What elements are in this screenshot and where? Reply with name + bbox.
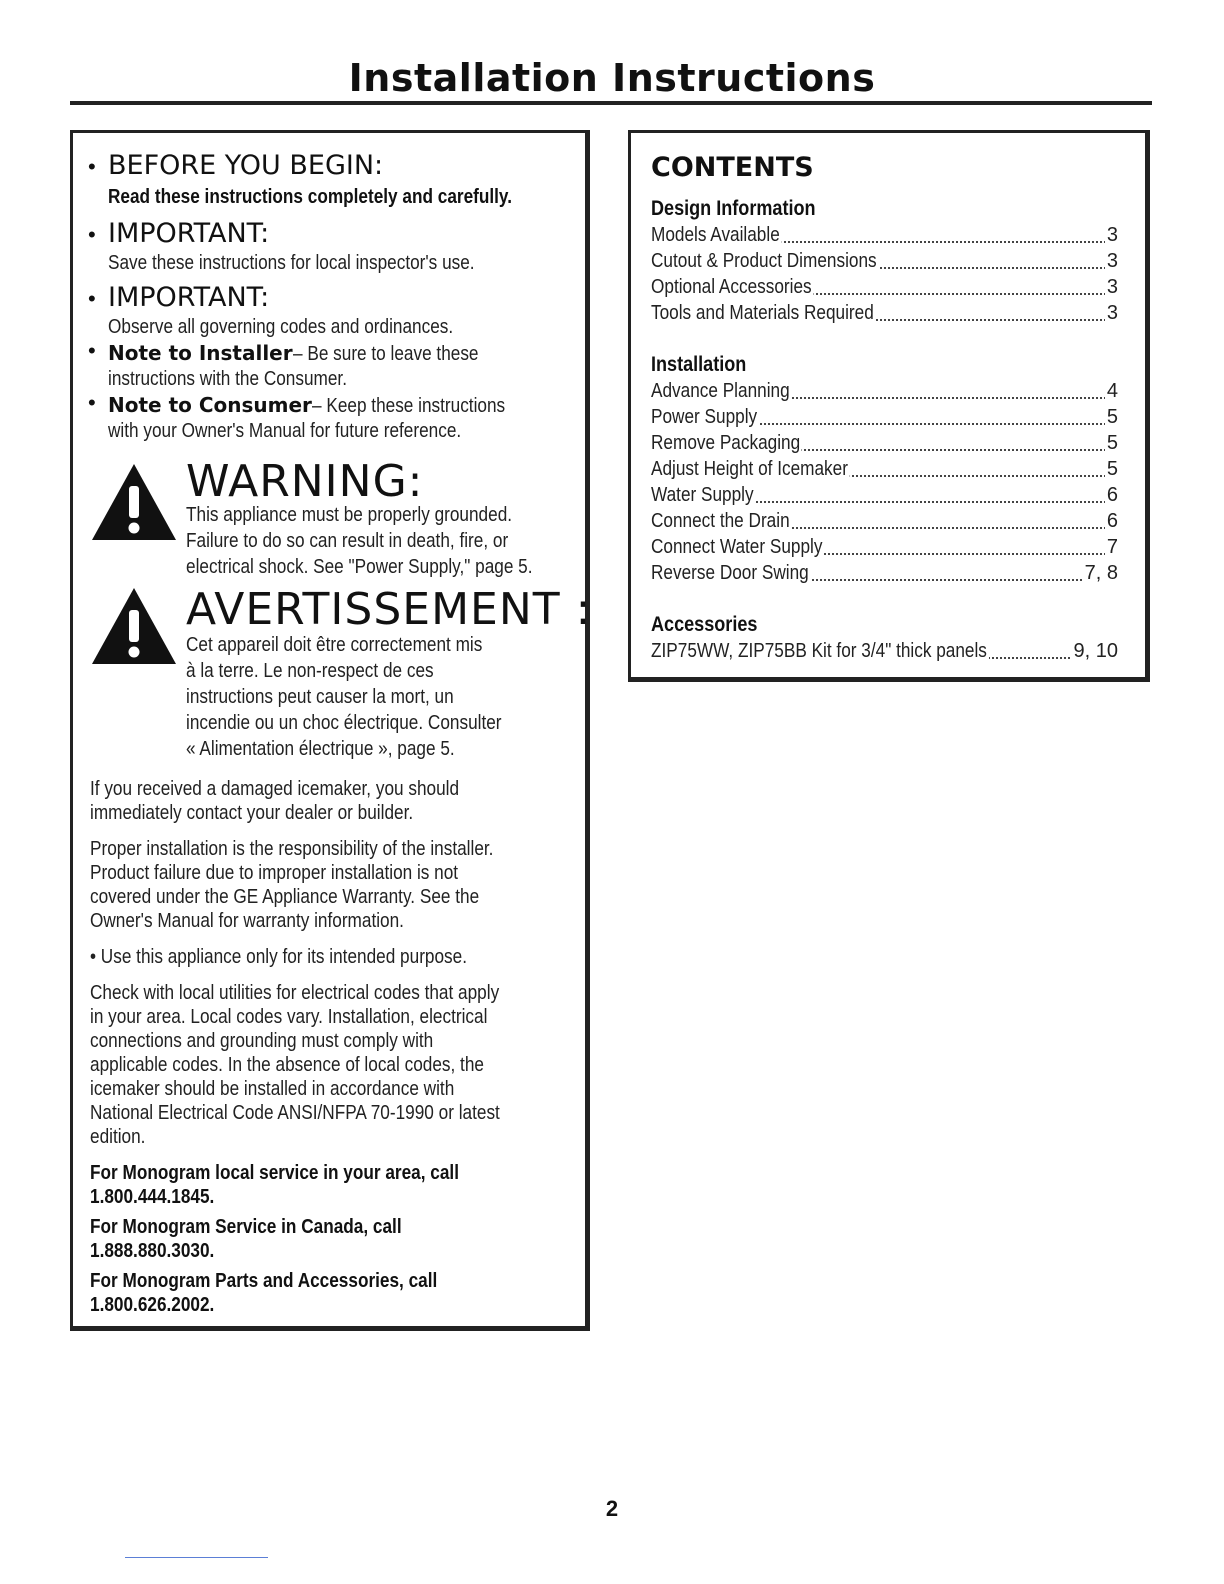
warning-line: electrical shock. See "Power Supply," page 5.: [186, 556, 533, 578]
toc-row: Tools and Materials Required 3: [651, 302, 1118, 324]
installation-text: covered under the GE Appliance Warranty. See the: [90, 886, 480, 908]
toc-row: Remove Packaging 5: [651, 432, 1118, 454]
section-heading: Design Information: [651, 197, 816, 220]
toc-row: Power Supply 5: [651, 406, 1118, 428]
service-local: For Monogram local service in your area, call: [90, 1162, 459, 1184]
bullet: •: [88, 154, 96, 179]
note-consumer-line2: with your Owner's Manual for future reference.: [108, 420, 462, 442]
title-rule: [70, 101, 1152, 105]
warning-title: WARNING:: [186, 456, 424, 507]
toc-row: Connect Water Supply 7: [651, 536, 1118, 558]
codes-text: applicable codes. In the absence of local codes, the: [90, 1054, 484, 1076]
footer-line: [125, 1557, 268, 1558]
service-canada-phone: 1.888.880.3030.: [90, 1240, 215, 1262]
toc-row: Optional Accessories 3: [651, 276, 1118, 298]
important2-text: Observe all governing codes and ordinances.: [108, 316, 454, 338]
avert-line: incendie ou un choc électrique. Consulter: [186, 712, 502, 734]
toc-row: Advance Planning 4: [651, 380, 1118, 402]
important1-heading: IMPORTANT:: [108, 218, 270, 249]
warning-line: Failure to do so can result in death, fire, or: [186, 530, 509, 552]
bullet: •: [88, 390, 96, 415]
toc-row: Reverse Door Swing 7, 8: [651, 562, 1118, 584]
toc-row: Water Supply 6: [651, 484, 1118, 506]
service-parts: For Monogram Parts and Accessories, call: [90, 1270, 438, 1292]
warning-triangle-icon: [90, 462, 178, 542]
bullet: •: [88, 222, 96, 247]
toc-row: Connect the Drain 6: [651, 510, 1118, 532]
service-canada: For Monogram Service in Canada, call: [90, 1216, 402, 1238]
toc-row: Adjust Height of Icemaker 5: [651, 458, 1118, 480]
codes-text: connections and grounding must comply with: [90, 1030, 434, 1052]
section-heading: Installation: [651, 353, 747, 376]
contents-title: CONTENTS: [651, 152, 814, 183]
service-local-phone: 1.800.444.1845.: [90, 1186, 215, 1208]
before-text: Read these instructions completely and carefully.: [108, 186, 512, 208]
codes-text: icemaker should be installed in accordance with: [90, 1078, 455, 1100]
note-installer-label: Note to Installer: [108, 341, 293, 365]
note-consumer: [108, 392, 537, 419]
service-parts-phone: 1.800.626.2002.: [90, 1294, 215, 1316]
bullet: •: [88, 286, 96, 311]
avertissement-title: AVERTISSEMENT :: [186, 584, 592, 635]
installation-text: Proper installation is the responsibility of the installer.: [90, 838, 494, 860]
note-installer-line1: – Be sure to leave these: [292, 343, 479, 365]
toc-row: Cutout & Product Dimensions 3: [651, 250, 1118, 272]
note-consumer-label: Note to Consumer: [108, 393, 312, 417]
important2-heading: IMPORTANT:: [108, 282, 270, 313]
installation-text: Owner's Manual for warranty information.: [90, 910, 404, 932]
warning-triangle-icon: [90, 586, 178, 666]
page-number: 2: [605, 1496, 619, 1521]
note-installer-line2: instructions with the Consumer.: [108, 368, 347, 390]
codes-text: Check with local utilities for electrical codes that apply: [90, 982, 500, 1004]
warning-line: This appliance must be properly grounded.: [186, 504, 513, 526]
section-heading: Accessories: [651, 613, 758, 636]
codes-text: National Electrical Code ANSI/NFPA 70-1990 or latest: [90, 1102, 500, 1124]
intended-purpose-text: • Use this appliance only for its intended purpose.: [90, 946, 468, 968]
damaged-text: If you received a damaged icemaker, you should: [90, 778, 460, 800]
before-heading: BEFORE YOU BEGIN:: [108, 150, 384, 181]
installation-text: Product failure due to improper installation is not: [90, 862, 459, 884]
avert-line: instructions peut causer la mort, un: [186, 686, 454, 708]
page-title: Installation Instructions: [348, 56, 876, 100]
codes-text: in your area. Local codes vary. Installation, electrical: [90, 1006, 488, 1028]
avert-line: Cet appareil doit être correctement mis: [186, 634, 483, 656]
toc-row: Models Available 3: [651, 224, 1118, 246]
codes-text: edition.: [90, 1126, 146, 1148]
bullet: •: [88, 338, 96, 363]
note-consumer-line1: – Keep these instructions: [311, 395, 506, 417]
avert-line: à la terre. Le non-respect de ces: [186, 660, 434, 682]
note-installer: [108, 340, 508, 367]
avert-line: « Alimentation électrique », page 5.: [186, 738, 455, 760]
damaged-text: immediately contact your dealer or builder.: [90, 802, 414, 824]
important1-text: Save these instructions for local inspector's use.: [108, 252, 475, 274]
toc-row: ZIP75WW, ZIP75BB Kit for 3/4" thick panels 9, 10: [651, 640, 1118, 662]
